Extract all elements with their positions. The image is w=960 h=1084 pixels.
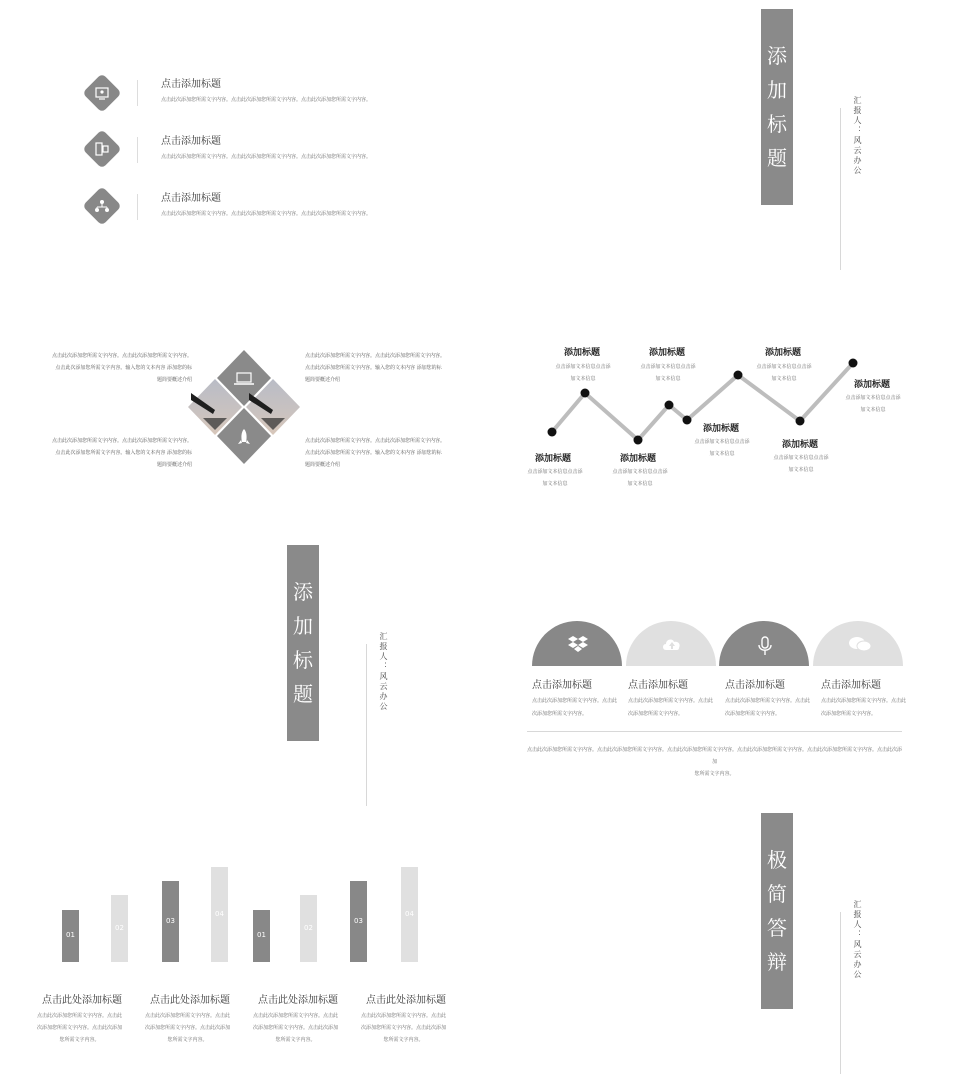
bar-section-title: 点击此处添加标题 (366, 995, 446, 1006)
timeline-title: 添加标题 (649, 348, 686, 358)
timeline-desc: 点击添加文本信息点击添 加文本信息 (694, 439, 750, 457)
list-item-icon (83, 130, 121, 168)
timeline-desc: 点击添加文本信息点击添 加文本信息 (845, 395, 901, 413)
semicircle-1 (532, 621, 622, 666)
bar-group (0, 860, 480, 962)
timeline-desc: 点击添加文本信息点击添 加文本信息 (640, 364, 696, 382)
bar-label: 01 (66, 931, 75, 939)
divider-line (840, 108, 841, 270)
semicircle-desc: 点击此次添加您所需文字内容。点击此 次添加您所需文字内容。 (532, 698, 618, 717)
list-item-icon (83, 74, 121, 112)
semicircle-4 (813, 621, 903, 666)
paragraph-bottom-right: 点击此次添加您所需文字内容。点击此次添加您所需文字内容。 点击此次添加您所需文字内容。输入您的文本内容 添加您的标 题简要概述介绍 (305, 438, 446, 468)
bar-label: 04 (215, 909, 224, 918)
bar-label: 04 (405, 909, 414, 918)
timeline-title: 添加标题 (703, 424, 740, 434)
timeline-title: 添加标题 (854, 380, 891, 390)
timeline-title: 添加标题 (564, 348, 601, 358)
divider-line (527, 731, 902, 732)
timeline-desc: 点击添加文本信息点击添 加文本信息 (555, 364, 611, 382)
timeline-desc: 点击添加文本信息点击添 加文本信息 (756, 364, 812, 382)
chat-icon (848, 635, 872, 655)
bar-section-title: 点击此处添加标题 (42, 995, 122, 1006)
bar-04 (211, 867, 228, 962)
bar-label: 02 (304, 923, 313, 932)
divider-line (840, 912, 841, 1074)
semicircle-title: 点击添加标题 (532, 680, 592, 691)
semicircle-desc: 点击此次添加您所需文字内容。点击此 次添加您所需文字内容。 (628, 698, 714, 717)
divider-line (366, 644, 367, 806)
timeline-dot (734, 371, 743, 380)
bar-section-desc: 点击此次添加您所需文字内容。点击此 次添加您所需文字内容。点击此次添加 您所需文字内容。 (36, 1013, 122, 1043)
timeline-dot (796, 417, 805, 426)
bar-label: 01 (257, 931, 266, 939)
semicircle-3 (719, 621, 809, 666)
bar-section-desc: 点击此次添加您所需文字内容。点击此 次添加您所需文字内容。点击此次添加 您所需文字内容。 (144, 1013, 230, 1043)
timeline-dot (849, 359, 858, 368)
timeline-dot (683, 416, 692, 425)
list-item-icon (83, 187, 121, 225)
devices-icon (92, 139, 112, 159)
timeline-desc: 点击添加文本信息点击添 加文本信息 (612, 469, 668, 487)
cloud-upload-icon (661, 635, 683, 655)
bar-03 (162, 881, 179, 962)
bar-01 (62, 910, 79, 962)
paragraph-top-left: 点击此次添加您所需文字内容。点击此次添加您所需文字内容。 点击此次添加您所需文字内容。输入您的文本内容 添加您的标 题简要概述介绍 (51, 353, 192, 383)
timeline-title: 添加标题 (782, 440, 819, 450)
reporter-label: 汇报人：风云办公 (853, 900, 862, 980)
reporter-label: 汇报人：风云办公 (379, 632, 388, 712)
diamond-grid (185, 348, 303, 466)
list-item-desc: 点击此次添加您所需文字内容。点击此次添加您所需文字内容。点击此次添加您所需文字内容。 (161, 211, 372, 217)
bar-01 (253, 910, 270, 962)
bar-label: 02 (115, 923, 124, 932)
footer-paragraph: 点击此次添加您所需文字内容。点击此次添加您所需文字内容。点击此次添加您所需文字内容。点击此次添加您所需文字内容。点击此次添加您所需文字内容。点击此次添加 您所需文字内容。 (527, 747, 903, 777)
semicircle-desc: 点击此次添加您所需文字内容。点击此 次添加您所需文字内容。 (725, 698, 811, 717)
list-item-title: 点击添加标题 (161, 136, 221, 147)
semicircle-title: 点击添加标题 (628, 680, 688, 691)
bar-02 (111, 895, 128, 962)
timeline-desc: 点击添加文本信息点击添 加文本信息 (527, 469, 583, 487)
timeline-dot (665, 401, 674, 410)
dropbox-icon (567, 635, 589, 655)
timeline-title: 添加标题 (620, 454, 657, 464)
bar-section-title: 点击此处添加标题 (258, 995, 338, 1006)
bar-label: 03 (354, 916, 363, 925)
list-item-desc: 点击此次添加您所需文字内容。点击此次添加您所需文字内容。点击此次添加您所需文字内容。 (161, 154, 372, 160)
microphone-icon (754, 635, 776, 657)
semicircle-desc: 点击此次添加您所需文字内容。点击此 次添加您所需文字内容。 (821, 698, 907, 717)
semicircle-title: 点击添加标题 (725, 680, 785, 691)
bar-04 (401, 867, 418, 962)
bar-02 (300, 895, 317, 962)
timeline-dot (548, 428, 557, 437)
timeline-dot (581, 389, 590, 398)
vertical-title: 添 加 标 题 (287, 545, 319, 741)
network-icon (92, 196, 112, 216)
vertical-title: 添 加 标 题 (761, 9, 793, 205)
semicircle-title: 点击添加标题 (821, 680, 881, 691)
list-item-title: 点击添加标题 (161, 193, 221, 204)
presentation-icon (92, 83, 112, 103)
paragraph-bottom-left: 点击此次添加您所需文字内容。点击此次添加您所需文字内容。 点击此次添加您所需文字内容。输入您的文本内容 添加您的标 题简要概述介绍 (51, 438, 192, 468)
bar-section-desc: 点击此次添加您所需文字内容。点击此 次添加您所需文字内容。点击此次添加 您所需文字内容。 (252, 1013, 338, 1043)
timeline-title: 添加标题 (765, 348, 802, 358)
bar-label: 03 (166, 916, 175, 925)
bar-03 (350, 881, 367, 962)
paragraph-top-right: 点击此次添加您所需文字内容。点击此次添加您所需文字内容。 点击此次添加您所需文字内容。输入您的文本内容 添加您的标 题简要概述介绍 (305, 353, 446, 383)
bar-section-title: 点击此处添加标题 (150, 995, 230, 1006)
reporter-label: 汇报人：风云办公 (853, 96, 862, 176)
list-item-desc: 点击此次添加您所需文字内容。点击此次添加您所需文字内容。点击此次添加您所需文字内容。 (161, 97, 372, 103)
vertical-title: 极 简 答 辩 (761, 813, 793, 1009)
timeline-title: 添加标题 (535, 454, 572, 464)
list-item-title: 点击添加标题 (161, 79, 221, 90)
timeline-desc: 点击添加文本信息点击添 加文本信息 (773, 455, 829, 473)
semicircle-2 (626, 621, 716, 666)
bar-section-desc: 点击此次添加您所需文字内容。点击此 次添加您所需文字内容。点击此次添加 您所需文字内容。 (360, 1013, 446, 1043)
timeline-dot (634, 436, 643, 445)
